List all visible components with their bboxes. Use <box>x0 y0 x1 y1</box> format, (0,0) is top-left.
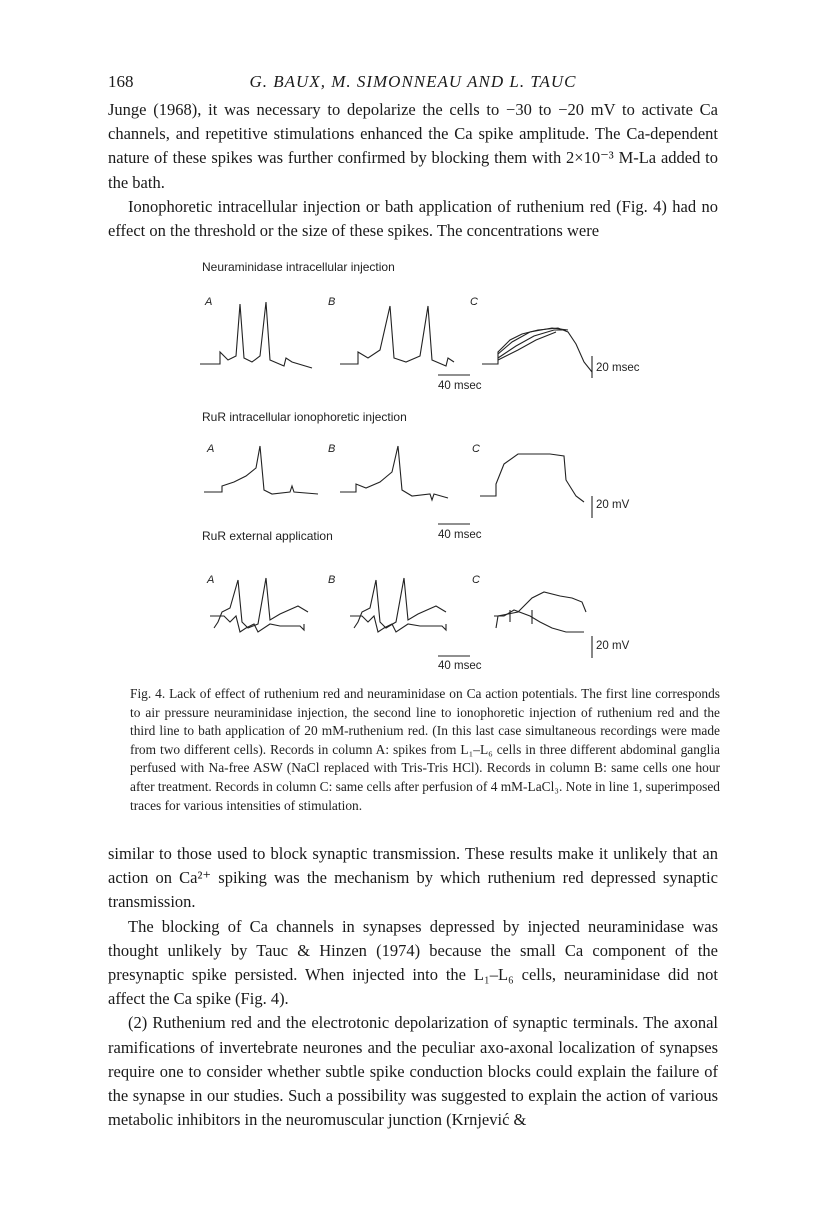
trace-b-1 <box>354 578 446 628</box>
paragraph: (2) Ruthenium red and the electrotonic depolarization of synaptic terminals. The axonal ramifications of invertebrate neurones and the peculiar axo-axonal localization of synapses require one to consider whether subtle spike conduction blocks could explain the failure of the synapse in our studies. Such a possibility was suggested to explain the action of various metabolic inhibitors in the neuromuscular junction (Krnjević & <box>108 1013 718 1130</box>
row1-time-scale: 40 msec <box>438 380 482 392</box>
trace-c-3 <box>498 330 566 358</box>
trace-a <box>204 446 318 494</box>
row1-title: Neuraminidase intracellular injection <box>202 260 395 274</box>
paragraph: The blocking of Ca channels in synapses depressed by injected neuraminidase was thought unlikely by Tauc & Hinzen (1974) because the small Ca component of the presynaptic spike persisted. When injected into the L₁–L₆ cells, neuraminidase did not affect the Ca spike (Fig. 4). <box>108 916 718 1009</box>
row2-traces <box>200 440 620 520</box>
row3-title: RuR external application <box>202 529 333 543</box>
paragraph: Ionophoretic intracellular injection or bath application of ruthenium red (Fig. 4) had no effect on the threshold or the size of these spikes. The concentrations were <box>108 196 718 241</box>
row1-traces <box>200 300 620 380</box>
paragraph: similar to those used to block synaptic transmission. These results make it unlikely that an action on Ca²⁺ spiking was the mechanism by which ruthenium red depressed synaptic transmission. <box>108 844 718 912</box>
trace-b <box>340 446 448 500</box>
panel-label-c: C <box>472 574 480 586</box>
trace-b <box>340 306 454 366</box>
paragraph: Junge (1968), it was necessary to depolarize the cells to −30 to −20 mV to activate Ca channels, and repetitive stimulations enhanced the Ca spike amplitude. The Ca-dependent nature of these spikes was further confirmed by blocking them with 2×10⁻³ M-La added to the bath. <box>108 100 718 192</box>
bottom-text <box>108 842 718 1132</box>
row2-time-scale: 40 msec <box>438 529 482 541</box>
row2-time-bar <box>438 523 478 527</box>
row3-time-scale: 40 msec <box>438 660 482 672</box>
trace-c-2 <box>494 610 584 632</box>
panel-label-c: C <box>470 296 478 308</box>
panel-label-c: C <box>472 443 480 455</box>
trace-b-2 <box>350 616 446 632</box>
panel-label-a: A <box>207 574 215 586</box>
panel-label-a: A <box>207 443 215 455</box>
running-title: G. BAUX, M. SIMONNEAU AND L. TAUC <box>249 72 577 91</box>
row3-time-bar <box>438 655 478 659</box>
figure-caption: Fig. 4. Lack of effect of ruthenium red and neuraminidase on Ca action potentials. The first line corresponds to air pressure neuraminidase injection, the second line to ionophoretic injection of ruthenium red and the third line to bath application of 20 mM-ruthenium red. (In this last case simultaneous recordings were made from two different cells). Records in column A: spikes from L₁–L₆ cells in three different abdominal ganglia perfused with Na-free ASW (NaCl replaced with Tris-Tris HCl). Records in column B: same cells one hour after treatment. Records in column C: same cells after perfusion of 4 mM-LaCl₃. Note in line 1, superimposed traces for various intensities of stimulation. <box>130 686 720 813</box>
page-header <box>108 72 718 96</box>
page-number: 168 <box>108 72 134 91</box>
panel-label-b: B <box>328 443 336 455</box>
row3-vscale: 20 mV <box>596 640 630 652</box>
row2-title: RuR intracellular ionophoretic injection <box>202 410 407 424</box>
trace-a <box>200 302 312 368</box>
row2-vscale: 20 mV <box>596 499 630 511</box>
row1-time-bar <box>438 374 478 378</box>
row3-traces <box>200 572 620 652</box>
top-text <box>108 98 718 243</box>
trace-c <box>480 454 584 502</box>
panel-label-a: A <box>205 296 213 308</box>
panel-label-b: B <box>328 296 336 308</box>
row1-vscale: 20 msec <box>596 362 640 374</box>
panel-label-b: B <box>328 574 336 586</box>
